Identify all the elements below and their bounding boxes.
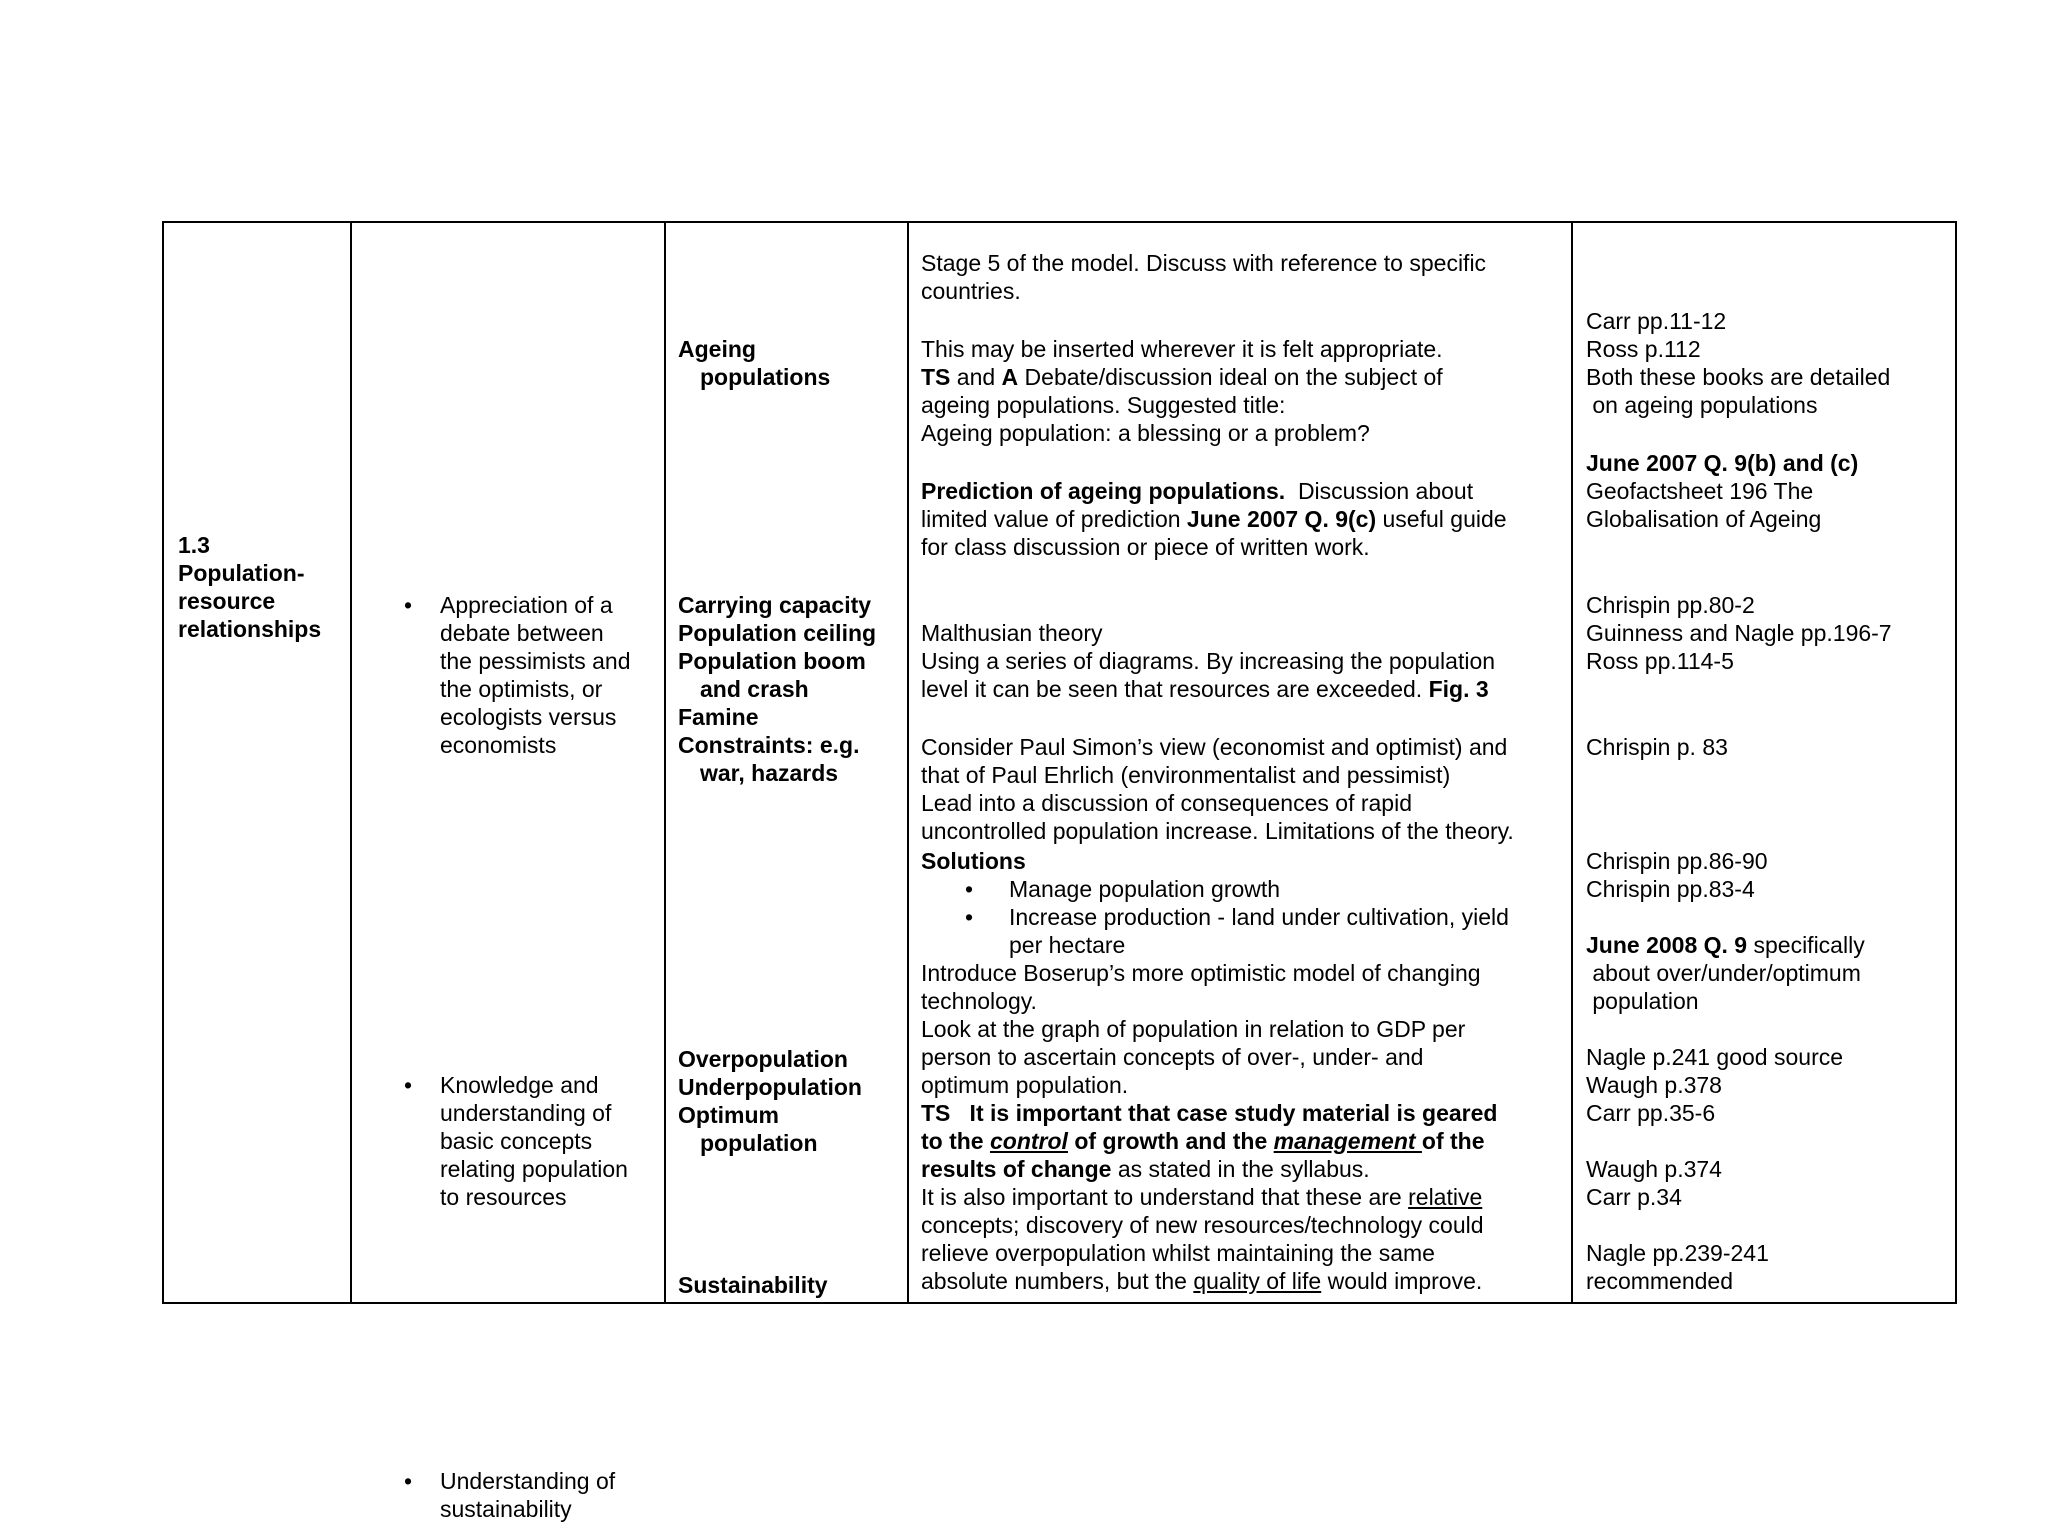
resources-column — [1586, 223, 1956, 1302]
content-ageing: Ageing populations — [678, 336, 831, 390]
activity-relative: It is also important to understand that these are relative concepts; discovery of new resources/technology could relieve overpopulation whilst maintaining the same absolute numbers, but the quality of life would improve. — [921, 1184, 1484, 1294]
resource-ageing-books: Carr pp.11-12 Ross p.112 Both these books are detailed on ageing populations — [1586, 308, 1891, 418]
resource-nagle-waugh: Nagle p.241 good source Waugh p.378 Carr pp.35-6 — [1586, 1044, 1844, 1126]
topic-title-line: relationships — [178, 616, 322, 642]
column-divider — [664, 223, 666, 1302]
topic-number: 1.3 — [178, 532, 210, 558]
activity-debate: This may be inserted wherever it is felt appropriate. TS and A Debate/discussion ideal on the subject of ageing populations. Suggested title: Ageing population: a blessing or a problem? — [921, 336, 1443, 446]
content-sustainability: Sustainability — [678, 1272, 828, 1298]
resource-geofactsheet: June 2007 Q. 9(b) and (c) Geofactsheet 196 The Globalisation of Ageing — [1586, 450, 1859, 532]
resource-nagle-recommended: Nagle pp.239-241 recommended — [1586, 1240, 1769, 1294]
activity-boserup: Introduce Boserup’s more optimistic model of changing technology. — [921, 960, 1481, 1014]
activity-graph: Look at the graph of population in relation to GDP per person to ascertain concepts of over-, under- and optimum population. — [921, 1016, 1466, 1098]
resource-chrispin-malthus: Chrispin pp.80-2 Guinness and Nagle pp.196-7 Ross pp.114-5 — [1586, 592, 1892, 674]
column-divider — [1571, 223, 1573, 1302]
column-divider — [350, 223, 352, 1302]
objective-item: • Appreciation of a debate between the pessimists and the optimists, or ecologists versus economists — [404, 591, 662, 759]
objectives-column — [404, 223, 662, 1522]
resource-chrispin-solutions: Chrispin pp.86-90 Chrispin pp.83-4 — [1586, 848, 1768, 902]
resource-chrispin-83: Chrispin p. 83 — [1586, 734, 1728, 760]
activities-column — [921, 223, 1571, 1302]
activity-malthus: Malthusian theory Using a series of diagrams. By increasing the population level it can be seen that resources are exceeded. Fig. 3 — [921, 620, 1496, 702]
activity-prediction: Prediction of ageing populations. Discussion about limited value of prediction June 2007 Q. 9(c) useful guide for class discussion or piece of written work. — [921, 478, 1507, 560]
syllabus-table — [162, 221, 1957, 1522]
activity-stage5: Stage 5 of the model. Discuss with reference to specific countries. — [921, 250, 1487, 304]
activity-solutions: Solutions • Manage population growth • Increase production - land under cultivation, yield per hectare — [921, 847, 1509, 959]
content-population: Overpopulation Underpopulation Optimum population — [678, 1046, 862, 1156]
objective-item: • Understanding of sustainability — [404, 1467, 662, 1523]
activity-case-study: TS It is important that case study material is geared to the control of growth and the management of the results of change as stated in the syllabus. — [921, 1100, 1498, 1182]
topic-heading — [178, 531, 321, 643]
topic-column — [178, 223, 348, 1302]
resource-june-2008: June 2008 Q. 9 specifically about over/under/optimum population — [1586, 932, 1865, 1014]
resource-waugh-carr: Waugh p.374 Carr p.34 — [1586, 1156, 1722, 1210]
objective-item: • Knowledge and understanding of basic concepts relating population to resources — [404, 1071, 662, 1211]
activity-simon: Consider Paul Simon’s view (economist and optimist) and that of Paul Ehrlich (environmentalist and pessimist) Lead into a discussion of consequences of rapid uncontrolled population increase. Limitations of the theory. — [921, 734, 1514, 844]
content-column — [678, 223, 906, 1302]
topic-title-line: Population- — [178, 560, 305, 586]
column-divider — [907, 223, 909, 1302]
content-carrying-capacity: Carrying capacity Population ceiling Population boom and crash Famine Constraints: e.g. war, hazards — [678, 592, 877, 786]
topic-title-line: resource — [178, 588, 276, 614]
